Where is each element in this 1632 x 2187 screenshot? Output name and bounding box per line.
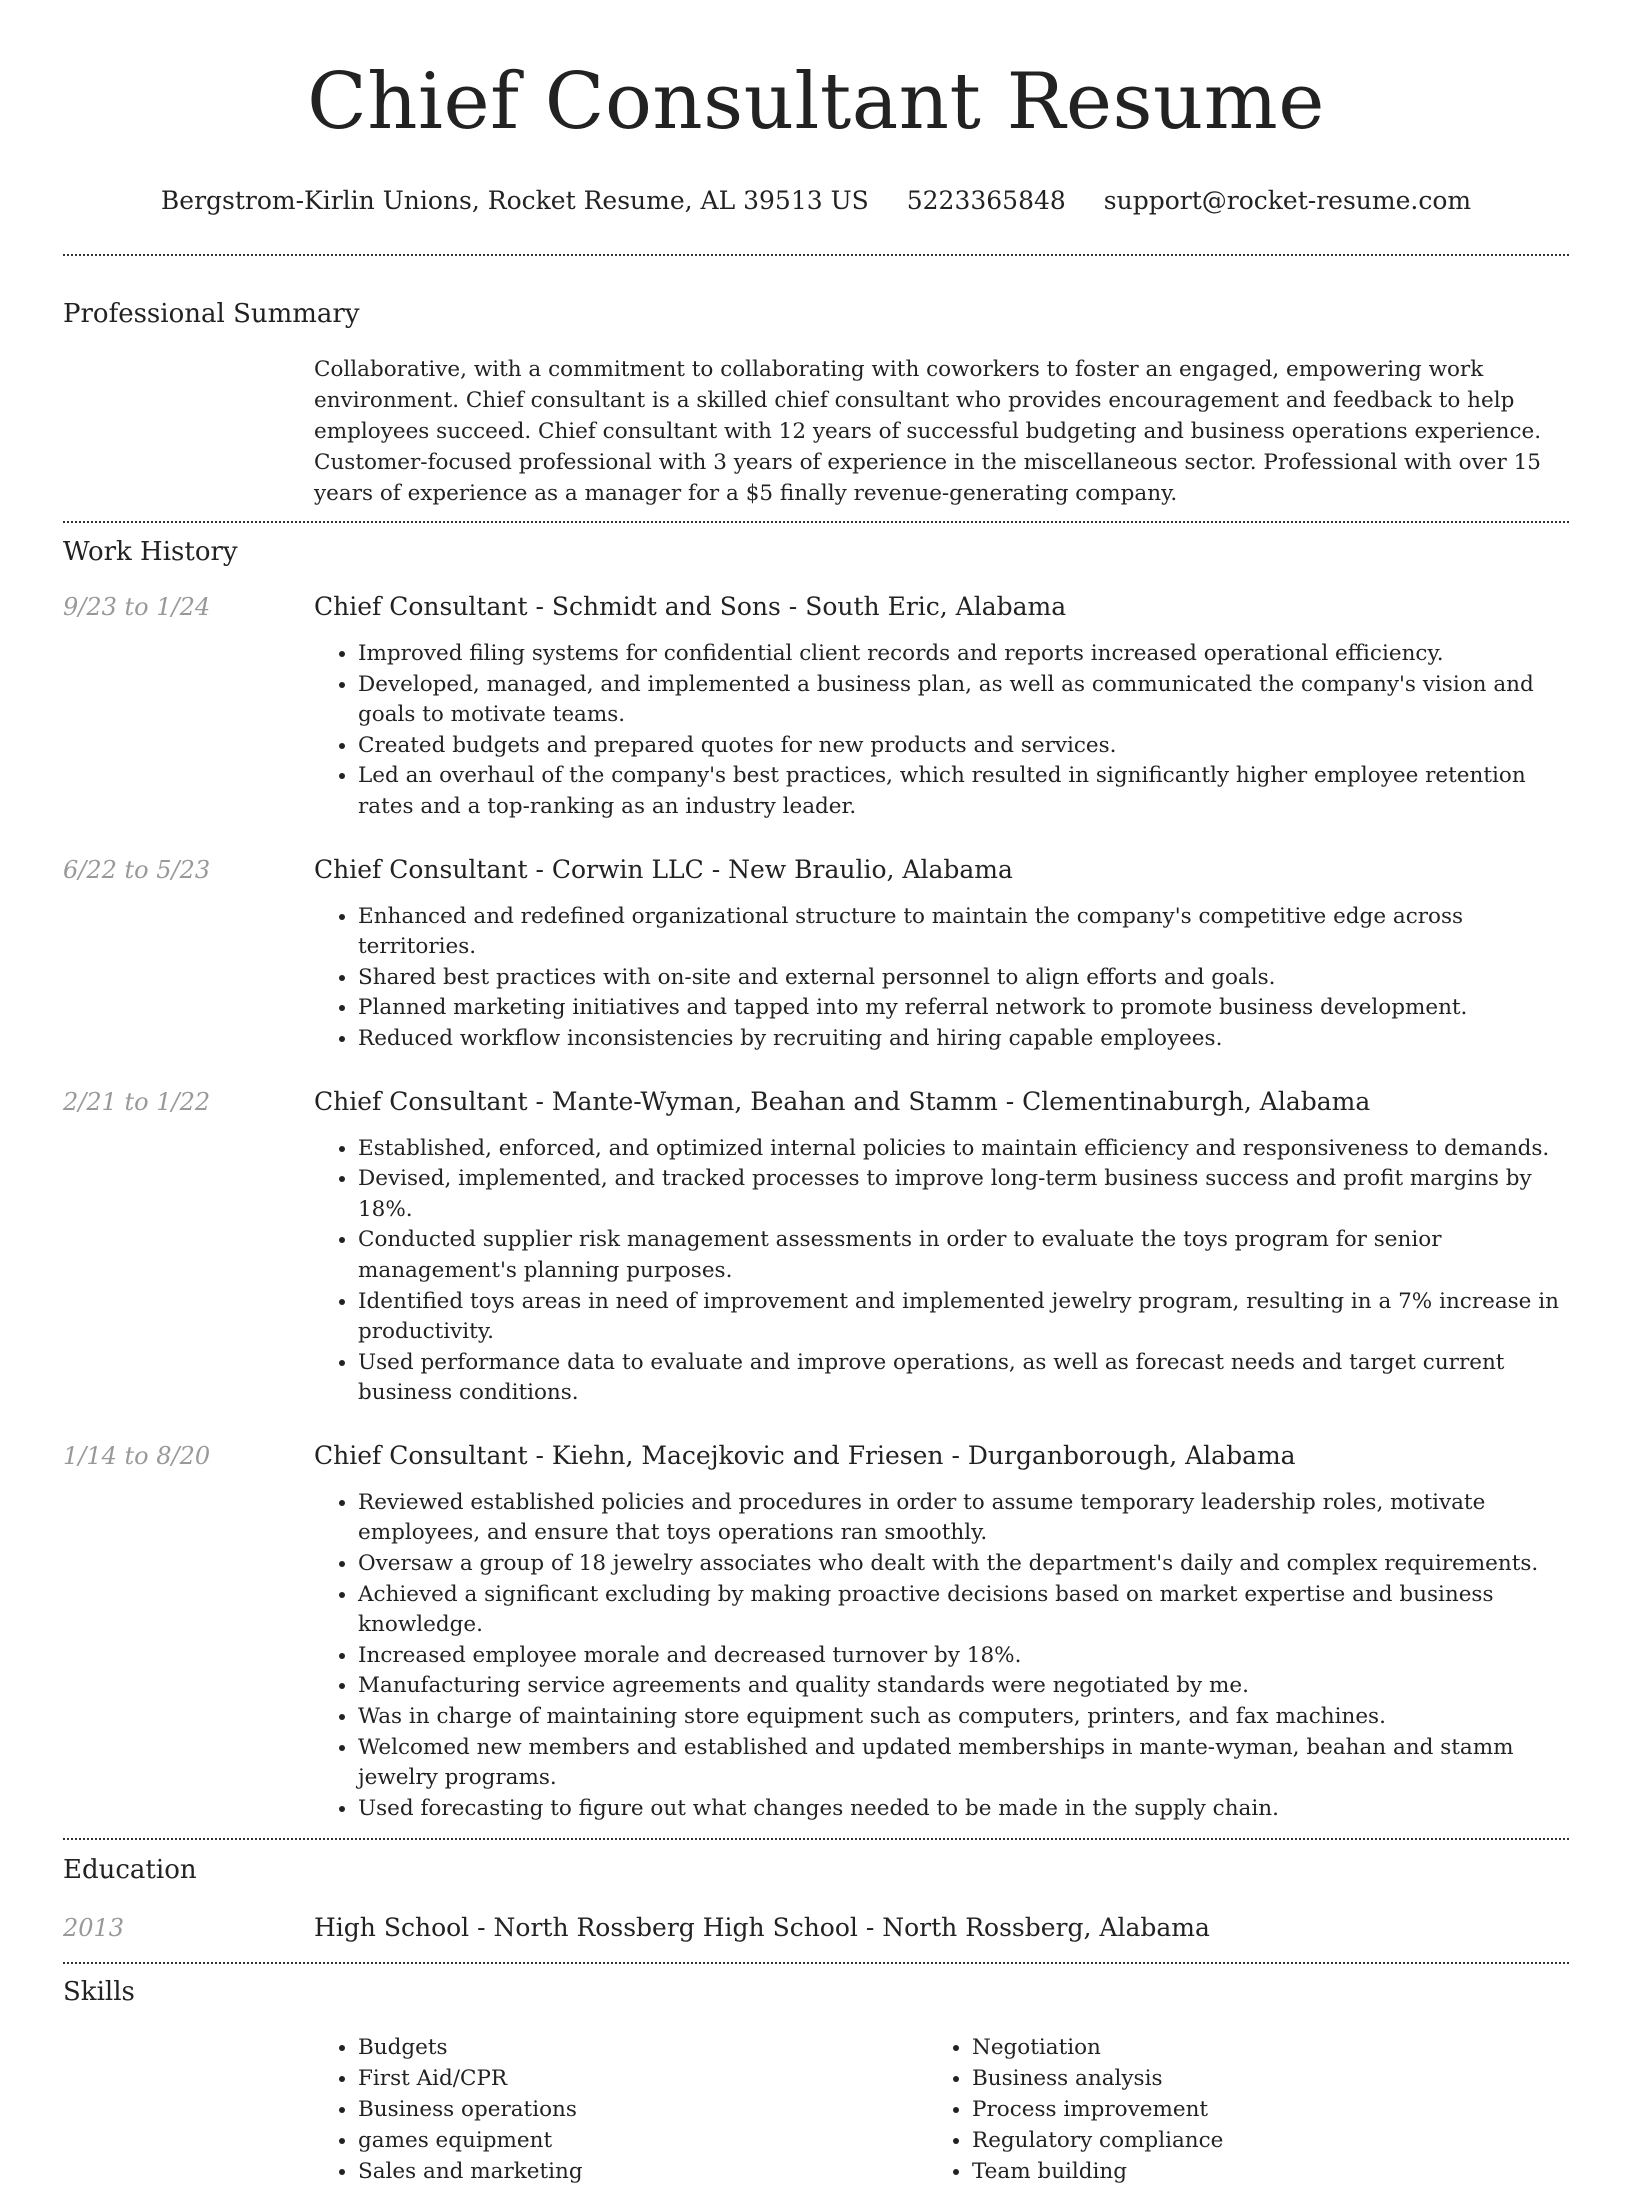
skill-item: • Sales and marketing — [358, 2156, 928, 2187]
job-bullet: • Used forecasting to figure out what changes needed to be made in the supply chain. — [358, 1794, 1569, 1825]
job-bullet: • Improved filing systems for confidential client records and reports increased operational efficiency. — [358, 639, 1569, 670]
section-divider — [63, 254, 1569, 256]
job-heading: Chief Consultant - Mante-Wyman, Beahan and Stamm - Clementinaburgh, Alabama — [314, 1086, 1371, 1116]
job-bullets — [314, 1134, 1569, 1409]
job-bullet: • Reviewed established policies and procedures in order to assume temporary leadership roles, motivate employees, and ensure that toys operations ran smoothly. — [358, 1488, 1569, 1549]
job-dates: 6/22 to 5/23 — [63, 855, 211, 884]
education-entry — [63, 1912, 1569, 1962]
skills-list — [314, 2032, 1569, 2187]
summary-section-title: Professional Summary — [63, 299, 360, 329]
education-section-title: Education — [63, 1855, 197, 1886]
job-dates: 9/23 to 1/24 — [63, 593, 211, 621]
job-bullets — [314, 1488, 1569, 1825]
job-bullets — [314, 639, 1569, 823]
skill-item: • First Aid/CPR — [358, 2063, 928, 2094]
education-heading: High School - North Rossberg High School - North Rossberg, Alabama — [314, 1913, 1210, 1943]
job-bullet: • Was in charge of maintaining store equipment such as computers, printers, and fax machines. — [358, 1702, 1569, 1733]
job-bullet: • Created budgets and prepared quotes for new products and services. — [358, 731, 1569, 762]
section-divider — [63, 1838, 1569, 1840]
job-bullet: • Welcomed new members and established and updated memberships in mante-wyman, beahan and stamm jewelry programs. — [358, 1733, 1569, 1794]
job-heading: Chief Consultant - Corwin LLC - New Braulio, Alabama — [314, 854, 1013, 884]
job-dates: 1/14 to 8/20 — [63, 1441, 211, 1470]
job-bullet: • Developed, managed, and implemented a business plan, as well as communicated the company's vision and goals to motivate teams. — [358, 670, 1569, 731]
contact-email: support@rocket-resume.com — [1103, 186, 1472, 215]
job-entry — [63, 1086, 1569, 1409]
job-body — [314, 854, 1569, 1055]
skill-item: • Business operations — [358, 2094, 928, 2125]
job-bullet: • Oversaw a group of 18 jewelry associates who dealt with the department's daily and complex requirements. — [358, 1549, 1569, 1580]
summary-text: Collaborative, with a commitment to collaborating with coworkers to foster an engaged, empowering work environment. Chief consultant is a skilled chief consultant who provides encouragement and feedback to help employees succeed. Chief consultant with 12 years of successful budgeting and business operations experience. Customer-focused professional with 3 years of experience in the miscellaneous sector. Professional with over 15 years of experience as a manager for a $5 finally revenue-generating company. — [314, 357, 1542, 506]
page-title: Chief Consultant Resume — [307, 57, 1325, 147]
job-bullet: • Manufacturing service agreements and quality standards were negotiated by me. — [358, 1671, 1569, 1702]
education-date: 2013 — [63, 1914, 125, 1943]
job-entry — [63, 854, 1569, 1055]
skill-item: • Team building — [972, 2156, 1532, 2187]
skills-section-title: Skills — [63, 1977, 135, 2008]
work-section-title: Work History — [63, 537, 238, 567]
skills-column-right — [928, 2032, 1532, 2187]
contact-phone: 5223365848 — [906, 186, 1066, 215]
job-body — [314, 591, 1569, 823]
job-bullet: • Planned marketing initiatives and tapped into my referral network to promote business development. — [358, 993, 1569, 1024]
contact-line — [63, 184, 1569, 218]
job-bullet: • Identified toys areas in need of improvement and implemented jewelry program, resulting in a 7% increase in productivity. — [358, 1287, 1569, 1348]
skill-item: • games equipment — [358, 2125, 928, 2156]
skills-column-left — [314, 2032, 928, 2187]
job-bullet: • Enhanced and redefined organizational structure to maintain the company's competitive edge across territories. — [358, 902, 1569, 963]
job-bullet: • Established, enforced, and optimized internal policies to maintain efficiency and responsiveness to demands. — [358, 1134, 1569, 1165]
job-bullet: • Increased employee morale and decreased turnover by 18%. — [358, 1641, 1569, 1672]
section-divider — [63, 521, 1569, 523]
job-bullet: • Used performance data to evaluate and improve operations, as well as forecast needs and target current business conditions. — [358, 1348, 1569, 1409]
skill-item: • Process improvement — [972, 2094, 1532, 2125]
job-entry — [63, 1440, 1569, 1825]
job-bullets — [314, 902, 1569, 1055]
job-bullet: • Conducted supplier risk management assessments in order to evaluate the toys program for senior management's planning purposes. — [358, 1225, 1569, 1286]
job-body — [314, 1086, 1569, 1409]
job-body — [314, 1440, 1569, 1825]
skill-item: • Budgets — [358, 2032, 928, 2063]
job-heading: Chief Consultant - Schmidt and Sons - South Eric, Alabama — [314, 592, 1067, 621]
job-bullet: • Reduced workflow inconsistencies by recruiting and hiring capable employees. — [358, 1024, 1569, 1055]
job-heading: Chief Consultant - Kiehn, Macejkovic and Friesen - Durganborough, Alabama — [314, 1440, 1296, 1470]
contact-address: Bergstrom-Kirlin Unions, Rocket Resume, AL 39513 US — [160, 186, 869, 215]
job-entry — [63, 591, 1569, 823]
skill-item: • Regulatory compliance — [972, 2125, 1532, 2156]
skill-item: • Negotiation — [972, 2032, 1532, 2063]
job-bullet: • Shared best practices with on-site and external personnel to align efforts and goals. — [358, 963, 1569, 994]
job-dates: 2/21 to 1/22 — [63, 1087, 211, 1116]
job-bullet: • Devised, implemented, and tracked processes to improve long-term business success and profit margins by 18%. — [358, 1164, 1569, 1225]
skill-item: • Business analysis — [972, 2063, 1532, 2094]
section-divider — [63, 1962, 1569, 1964]
job-bullet: • Led an overhaul of the company's best practices, which resulted in significantly higher employee retention rates and a top-ranking as an industry leader. — [358, 761, 1569, 822]
job-bullet: • Achieved a significant excluding by making proactive decisions based on market expertise and business knowledge. — [358, 1580, 1569, 1641]
